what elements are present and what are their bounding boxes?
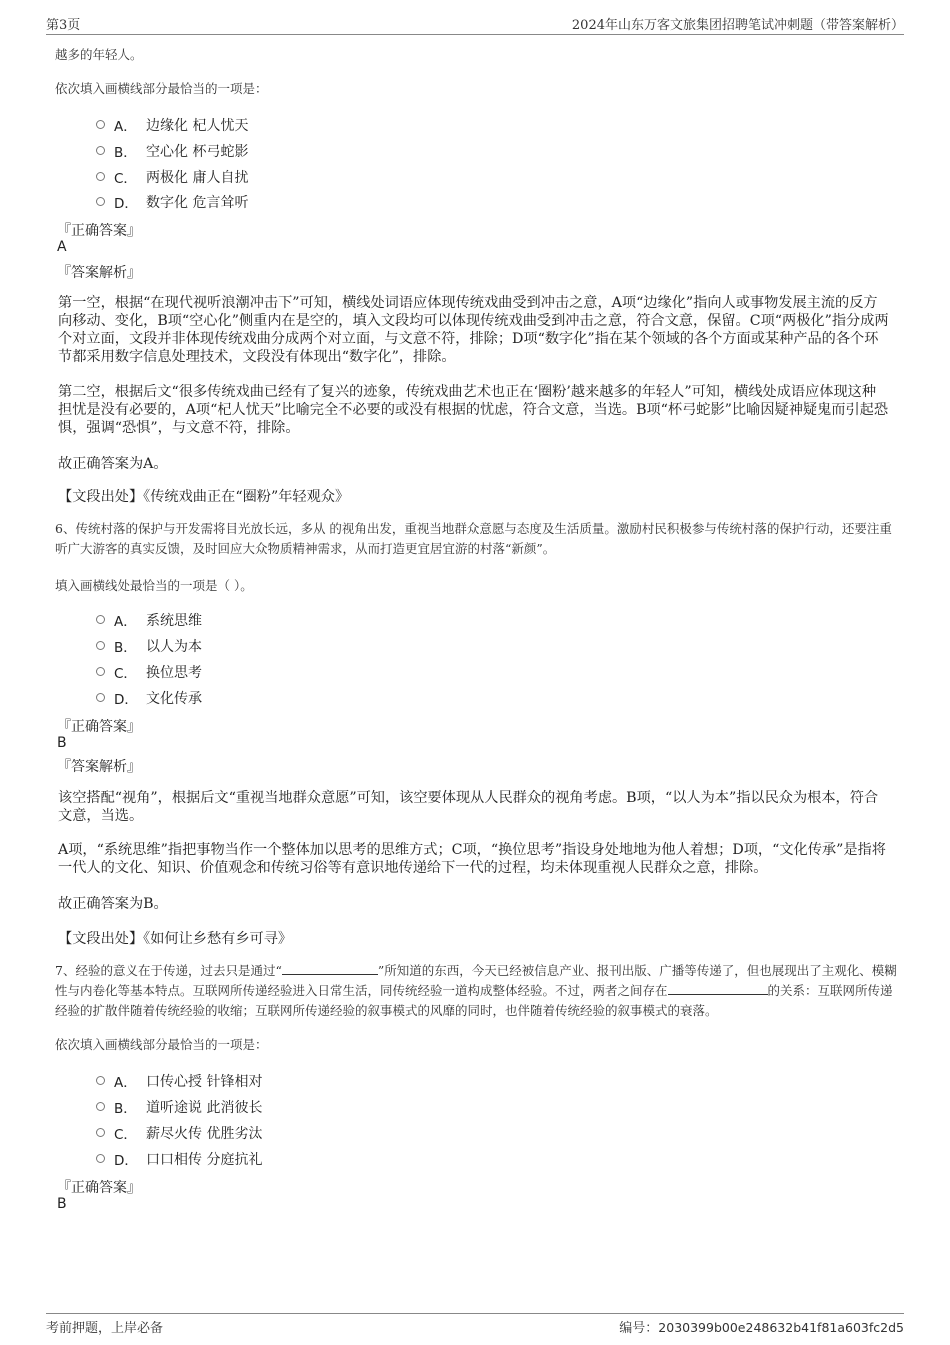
option-text: 数字化 危言耸听 — [146, 195, 249, 211]
option-key: D． — [114, 692, 138, 708]
conclusion: 故正确答案为B。 — [58, 896, 168, 912]
question-prompt: 依次填入画横线部分最恰当的一项是： — [55, 1037, 268, 1052]
option-text: 以人为本 — [146, 639, 202, 655]
option-key: B． — [114, 145, 137, 161]
fill-blank — [668, 982, 768, 995]
radio-icon[interactable] — [96, 1128, 105, 1137]
radio-icon[interactable] — [96, 197, 105, 206]
radio-icon[interactable] — [96, 615, 105, 624]
fill-blank — [282, 962, 378, 975]
radio-icon[interactable] — [96, 641, 105, 650]
radio-icon[interactable] — [96, 693, 105, 702]
analysis-label: 『答案解析』 — [57, 759, 141, 775]
option-text: 口传心授 针锋相对 — [146, 1074, 263, 1090]
option-text: 系统思维 — [146, 613, 202, 629]
radio-icon[interactable] — [96, 1102, 105, 1111]
analysis-paragraph: 该空搭配“视角”，根据后文“重视当地群众意愿”可知，该空要体现从人民群众的视角考虑。B项，“以人为本”指以民众为根本，符合文意，当选。 — [58, 790, 879, 824]
analysis-paragraph: 第一空，根据“在现代视听浪潮冲击下”可知，横线处词语应体现传统戏曲受到冲击之意，A项“边缘化”指向人或事物发展主流的反方向移动、变化，B项“空心化”侧重内在是空的，填入文段均可以体现传统戏曲受到冲击之意，符合文意，保留。C项“两极化”指分成两个对立面，文段并非体现传统戏曲分成两个对立面，与文意不符，排除；D项“数字化”指在某个领域的各个方面或某种产品的各个环节都采用数字信息处理技术，文段没有体现出“数字化”，排除。 — [58, 295, 889, 365]
continued-text: 越多的年轻人。 — [55, 47, 143, 62]
option-text: 空心化 杯弓蛇影 — [146, 144, 249, 160]
page-footer — [46, 1313, 904, 1338]
option-key: D． — [114, 196, 138, 212]
code-label: 编号： — [619, 1321, 659, 1336]
correct-answer-value: B — [57, 735, 67, 751]
correct-answer-label: 『正确答案』 — [57, 719, 141, 735]
option-text: 口口相传 分庭抗礼 — [146, 1152, 263, 1168]
source-citation: 【文段出处】《如何让乡愁有乡可寻》 — [58, 931, 293, 947]
correct-answer-value: A — [57, 239, 67, 255]
option-text: 薪尽火传 优胜劣汰 — [146, 1126, 263, 1142]
radio-icon[interactable] — [96, 146, 105, 155]
document-code — [619, 1317, 904, 1336]
analysis-paragraph: A项，“系统思维”指把事物当作一个整体加以思考的思维方式；C项，“换位思考”指设身处地地为他人着想；D项，“文化传承”是指将一代人的文化、知识、价值观念和传统习俗等有意识地传递给下一代的过程，均未体现重视人民群众之意，排除。 — [58, 842, 886, 876]
option-key: C． — [114, 666, 137, 682]
page-header — [46, 14, 904, 35]
option-key: D． — [114, 1153, 138, 1169]
option-key: B． — [114, 1101, 137, 1117]
radio-icon[interactable] — [96, 667, 105, 676]
option-key: A． — [114, 119, 137, 135]
radio-icon[interactable] — [96, 1076, 105, 1085]
option-key: A． — [114, 1075, 137, 1091]
stem-part: ”所知道的东西，今天已经被信息产业、报刊出版、广播等传递了，但也展现出了主观化、模糊性与内卷化等基本特点。互联网所传递经验进入日常生活，同传统经验一道构成整体经验。不过，两者之间存在 — [55, 963, 897, 998]
correct-answer-value: B — [57, 1196, 67, 1212]
page-number: 第3页 — [46, 18, 81, 33]
option-key: C． — [114, 171, 137, 187]
footer-slogan: 考前押题，上岸必备 — [46, 1321, 164, 1336]
question-stem: 6、传统村落的保护与开发需将目光放长远，多从 的视角出发，重视当地群众意愿与态度及生活质量。激励村民积极参与传统村落的保护行动，还要注重听广大游客的真实反馈，及时回应大众物质精神需求，从而打造更宜居宜游的村落“新颜”。 — [55, 521, 892, 556]
radio-icon[interactable] — [96, 1154, 105, 1163]
correct-answer-label: 『正确答案』 — [57, 223, 141, 239]
source-citation: 【文段出处】《传统戏曲正在“圈粉”年轻观众》 — [58, 489, 350, 505]
stem-part: 的关系：互联网所传递经验的扩散伴随着传统经验的收缩；互联网所传递经验的叙事模式的风靡的同时，也伴随着传统经验的叙事模式的衰落。 — [55, 983, 893, 1018]
document-title: 2024年山东万客文旅集团招聘笔试冲刺题（带答案解析） — [571, 18, 904, 33]
option-key: A． — [114, 614, 137, 630]
option-key: B． — [114, 640, 137, 656]
radio-icon[interactable] — [96, 172, 105, 181]
option-key: C． — [114, 1127, 137, 1143]
question-prompt: 填入画横线处最恰当的一项是（ ）。 — [55, 578, 253, 593]
correct-answer-label: 『正确答案』 — [57, 1180, 141, 1196]
radio-icon[interactable] — [96, 120, 105, 129]
question-stem — [55, 961, 900, 1021]
option-text: 道听途说 此消彼长 — [146, 1100, 263, 1116]
option-text: 两极化 庸人自扰 — [146, 170, 249, 186]
stem-part: 7、经验的意义在于传递，过去只是通过“ — [55, 963, 282, 978]
question-prompt: 依次填入画横线部分最恰当的一项是： — [55, 81, 268, 96]
option-text: 边缘化 杞人忧天 — [146, 118, 249, 134]
option-text: 换位思考 — [146, 665, 202, 681]
code-value: 2030399b00e248632b41f81a603fc2d5 — [658, 1320, 904, 1335]
option-text: 文化传承 — [146, 691, 202, 707]
analysis-label: 『答案解析』 — [57, 265, 141, 281]
conclusion: 故正确答案为A。 — [58, 456, 168, 472]
analysis-paragraph: 第二空，根据后文“很多传统戏曲已经有了复兴的迹象，传统戏曲艺术也正在‘圈粉’越来越多的年轻人”可知，横线处成语应体现这种担忧是没有必要的，A项“杞人忧天”比喻完全不必要的或没有根据的忧虑，符合文意，当选。B项“杯弓蛇影”比喻因疑神疑鬼而引起恐惧，强调“恐惧”，与文意不符，排除。 — [58, 384, 889, 436]
